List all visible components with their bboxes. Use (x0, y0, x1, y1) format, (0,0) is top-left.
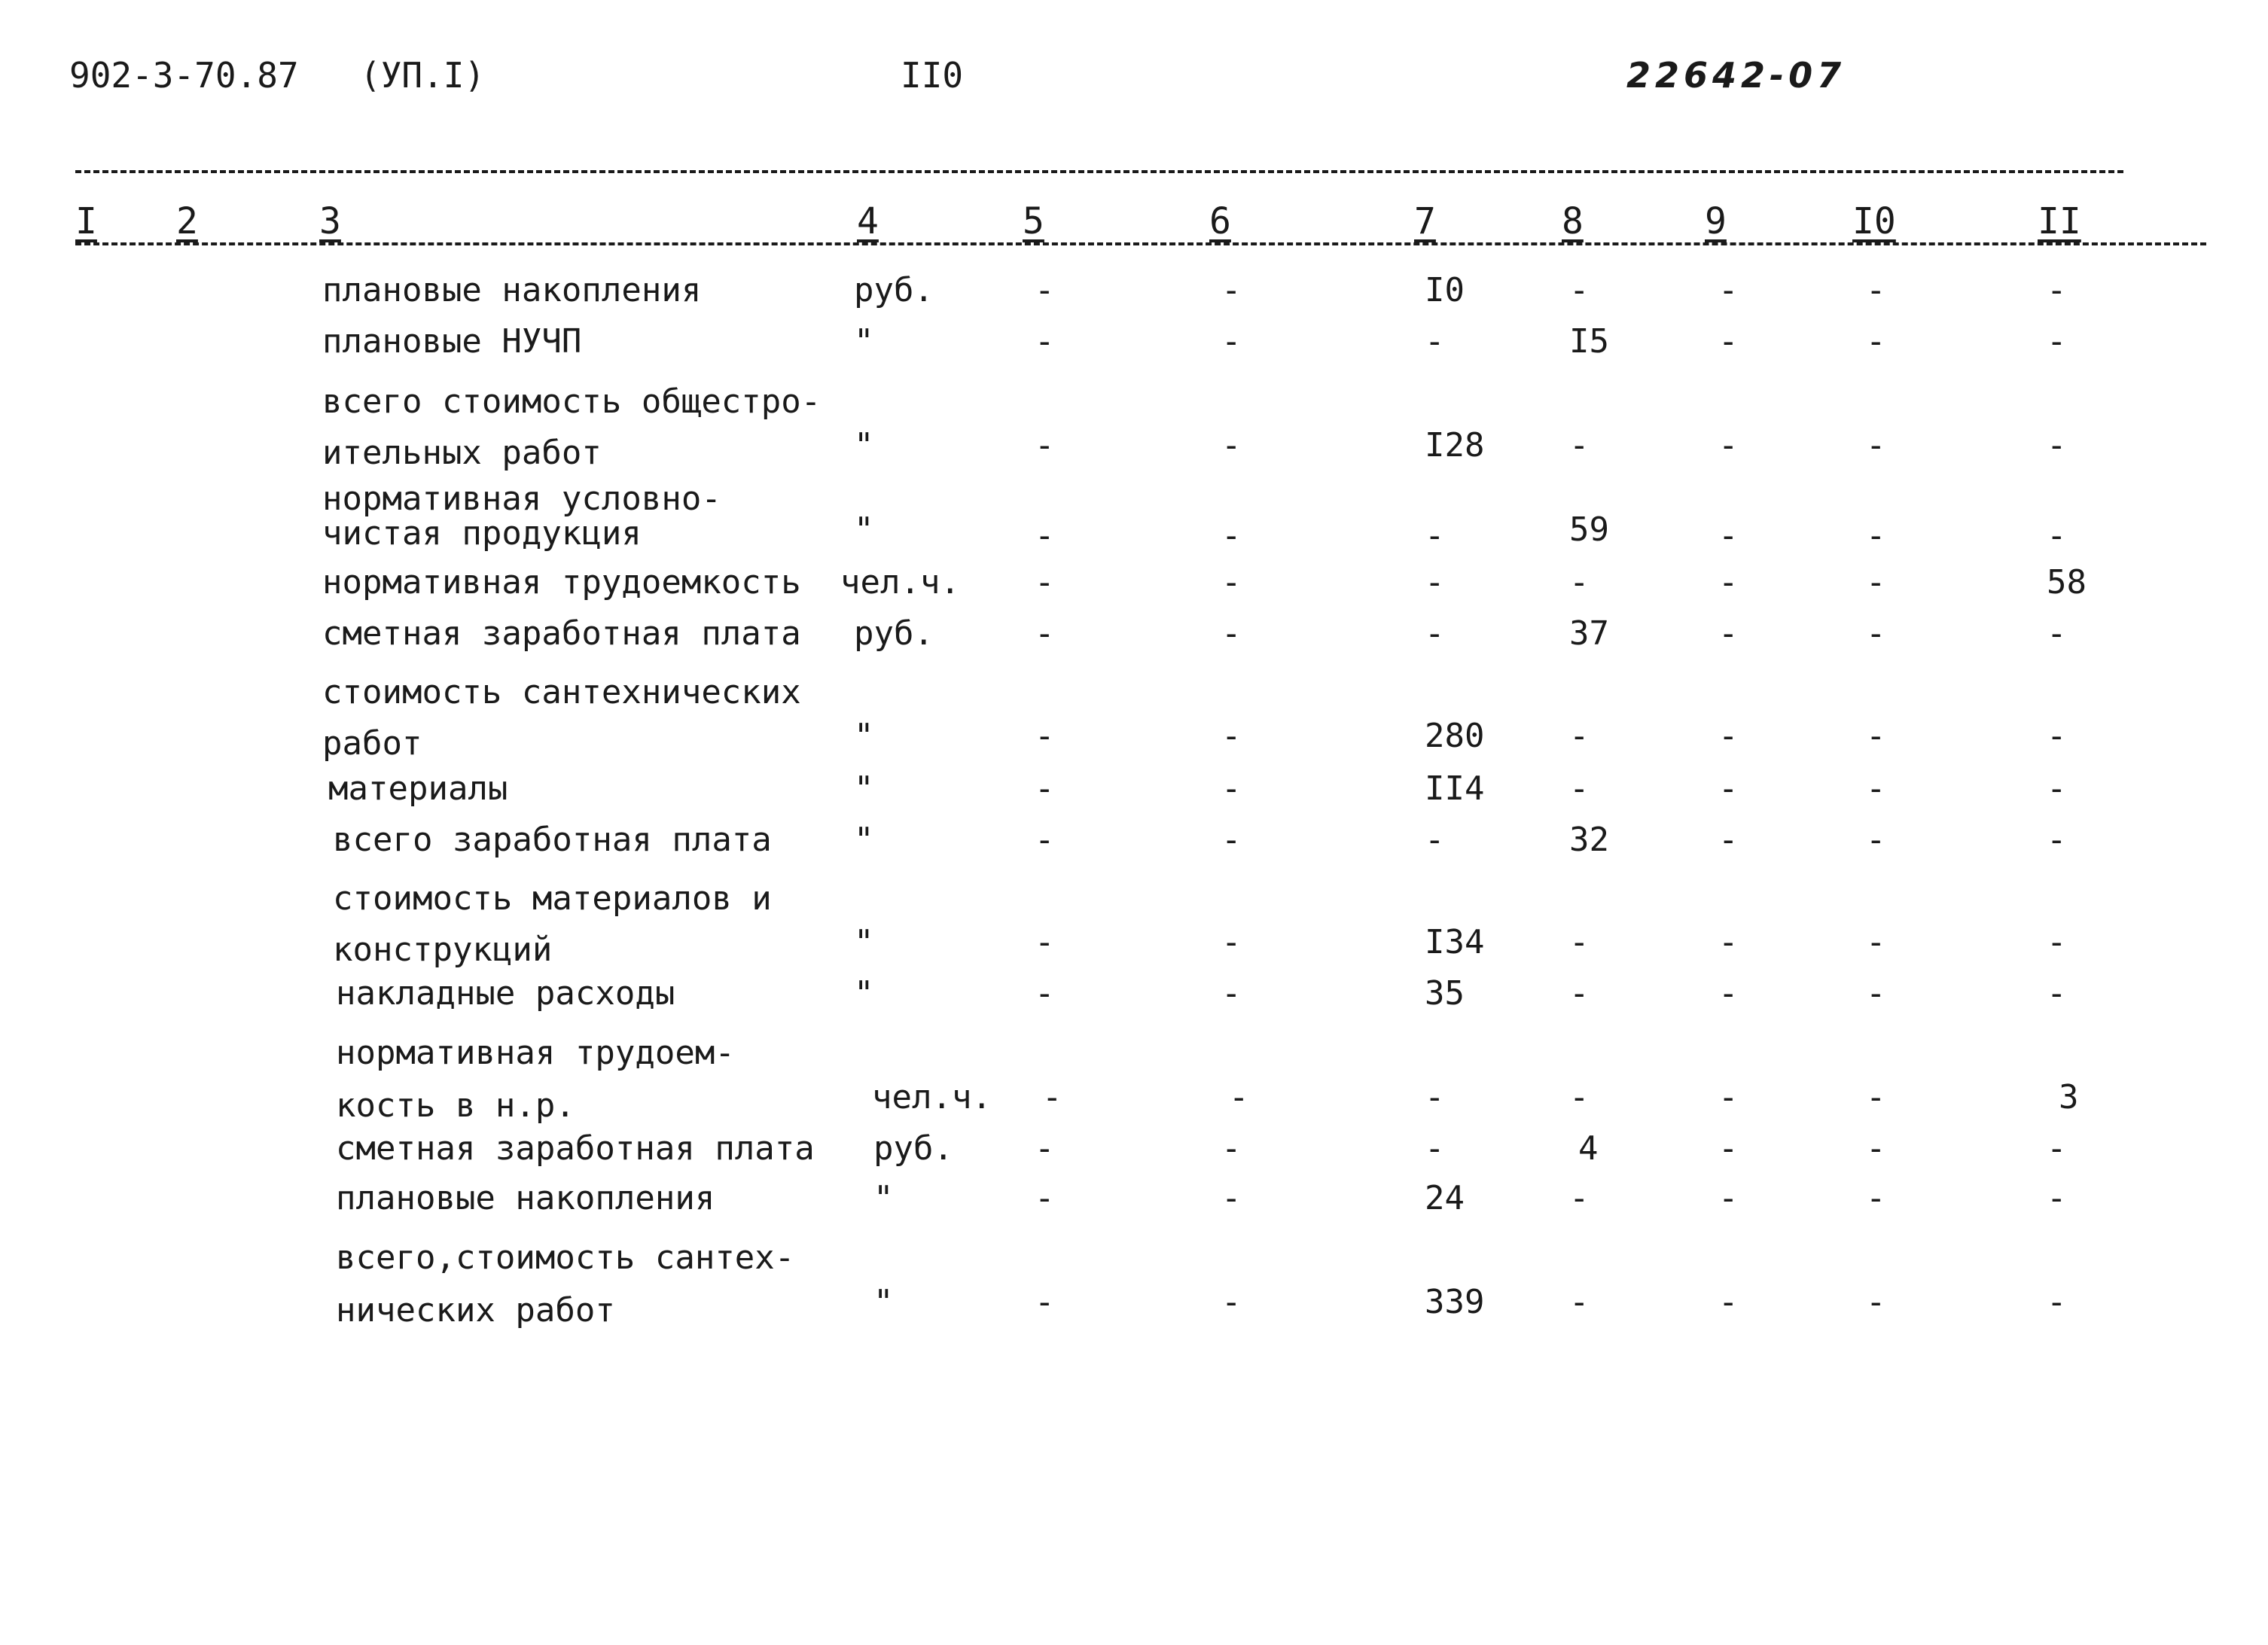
cell-col-5: - (1035, 322, 1055, 361)
cell-col-8: I5 (1569, 322, 1609, 361)
cell-col-11: - (2047, 614, 2067, 653)
column-number: 4 (857, 200, 879, 242)
cell-col-7: - (1425, 563, 1445, 602)
row-unit: чел.ч. (872, 1078, 992, 1116)
cell-col-7: 280 (1425, 717, 1485, 755)
cell-col-11: 3 (2059, 1078, 2079, 1116)
cell-col-9: - (1718, 923, 1739, 961)
cell-col-7: - (1425, 614, 1445, 653)
row-unit: " (854, 510, 874, 549)
cell-col-7: 35 (1425, 974, 1465, 1013)
cell-col-7: II4 (1425, 769, 1485, 808)
cell-col-10: - (1866, 614, 1886, 653)
cell-col-7: I0 (1425, 271, 1465, 309)
cell-col-7: - (1425, 322, 1445, 361)
column-number: II (2038, 200, 2081, 242)
cell-col-6: - (1221, 1179, 1242, 1217)
cell-col-11: - (2047, 322, 2067, 361)
cell-col-5: - (1035, 563, 1055, 602)
cell-col-5: - (1035, 1179, 1055, 1217)
document-code: 902-3-70.87 (69, 55, 299, 96)
row-description: плановые накопления (336, 1179, 715, 1217)
cell-col-7: 339 (1425, 1283, 1485, 1321)
cell-col-10: - (1866, 974, 1886, 1013)
column-number: I (75, 200, 97, 242)
cell-col-6: - (1221, 322, 1242, 361)
column-number: 5 (1023, 200, 1044, 242)
cell-col-10: - (1866, 1179, 1886, 1217)
cell-col-8: 4 (1578, 1129, 1599, 1168)
cell-col-10: - (1866, 821, 1886, 859)
row-description: всего,стоимость сантех- нических работ (336, 1238, 795, 1330)
cell-col-7: - (1425, 1129, 1445, 1168)
cell-col-5: - (1035, 974, 1055, 1013)
row-unit: " (854, 426, 874, 465)
cell-col-9: - (1718, 821, 1739, 859)
cell-col-10: - (1866, 1078, 1886, 1116)
row-unit: руб. (873, 1129, 953, 1168)
row-unit: " (854, 923, 874, 961)
column-number: 3 (319, 200, 341, 242)
row-description: плановые накопления (322, 271, 702, 309)
cell-col-11: - (2047, 769, 2067, 808)
cell-col-11: - (2047, 974, 2067, 1013)
cell-col-5: - (1035, 271, 1055, 309)
cell-col-10: - (1866, 1129, 1886, 1168)
cell-col-9: - (1718, 426, 1739, 465)
row-unit: руб. (854, 271, 934, 309)
cell-col-6: - (1221, 821, 1242, 859)
cell-col-8: 32 (1569, 821, 1609, 859)
cell-col-10: - (1866, 271, 1886, 309)
document-part: (УП.I) (360, 55, 486, 96)
cell-col-7: - (1425, 1078, 1445, 1116)
cell-col-5: - (1035, 426, 1055, 465)
cell-col-7: - (1425, 821, 1445, 859)
cell-col-5: - (1035, 1129, 1055, 1168)
cell-col-6: - (1221, 1129, 1242, 1168)
cell-col-8: 37 (1569, 614, 1609, 653)
cell-col-8: - (1569, 1078, 1590, 1116)
column-number: 9 (1705, 200, 1727, 242)
cell-col-5: - (1035, 769, 1055, 808)
cell-col-9: - (1718, 1283, 1739, 1321)
cell-col-6: - (1221, 974, 1242, 1013)
row-unit: " (854, 821, 874, 859)
cell-col-5: - (1035, 1283, 1055, 1321)
cell-col-6: - (1221, 1283, 1242, 1321)
cell-col-8: - (1569, 1179, 1590, 1217)
row-description: нормативная трудоемкость (322, 563, 801, 602)
column-number: 6 (1209, 200, 1231, 242)
cell-col-6: - (1221, 717, 1242, 755)
cell-col-11: - (2047, 271, 2067, 309)
row-unit: " (854, 769, 874, 808)
cell-col-6: - (1221, 271, 1242, 309)
cell-col-7: I28 (1425, 426, 1485, 465)
cell-col-10: - (1866, 322, 1886, 361)
cell-col-5: - (1035, 821, 1055, 859)
cell-col-8: - (1569, 974, 1590, 1013)
cell-col-6: - (1221, 923, 1242, 961)
row-unit: " (854, 974, 874, 1013)
cell-col-8: 59 (1569, 510, 1609, 549)
cell-col-11: - (2047, 1179, 2067, 1217)
row-description: накладные расходы (336, 974, 675, 1013)
cell-col-11: - (2047, 923, 2067, 961)
row-unit: " (873, 1179, 894, 1217)
row-unit: руб. (854, 614, 934, 653)
row-unit: " (854, 717, 874, 755)
cell-col-11: 58 (2047, 563, 2087, 602)
cell-col-5: - (1035, 717, 1055, 755)
cell-col-11: - (2047, 821, 2067, 859)
cell-col-9: - (1718, 322, 1739, 361)
cell-col-6: - (1221, 563, 1242, 602)
cell-col-5: - (1035, 923, 1055, 961)
cell-col-6: - (1221, 426, 1242, 465)
cell-col-11: - (2047, 516, 2067, 555)
cell-col-10: - (1866, 769, 1886, 808)
cell-col-7: - (1425, 516, 1445, 555)
cell-col-5: - (1035, 614, 1055, 653)
cell-col-11: - (2047, 1283, 2067, 1321)
cell-col-9: - (1718, 1129, 1739, 1168)
cell-col-8: - (1569, 923, 1590, 961)
cell-col-9: - (1718, 563, 1739, 602)
cell-col-9: - (1718, 614, 1739, 653)
row-description: всего стоимость общестро- ительных работ (322, 382, 822, 472)
cell-col-10: - (1866, 1283, 1886, 1321)
row-description: стоимость сантехнических работ (322, 673, 801, 763)
page-number: II0 (901, 55, 964, 96)
cell-col-8: - (1569, 1283, 1590, 1321)
cell-col-9: - (1718, 769, 1739, 808)
row-description: сметная заработная плата (336, 1129, 815, 1168)
cell-col-7: I34 (1425, 923, 1485, 961)
row-unit: " (854, 322, 874, 361)
cell-col-10: - (1866, 717, 1886, 755)
column-number: 8 (1562, 200, 1584, 242)
cell-col-9: - (1718, 974, 1739, 1013)
row-unit: " (873, 1283, 894, 1321)
cell-col-9: - (1718, 271, 1739, 309)
row-description: всего заработная плата (333, 821, 772, 859)
cell-col-11: - (2047, 426, 2067, 465)
cell-col-7: 24 (1425, 1179, 1465, 1217)
row-description: плановые НУЧП (322, 322, 582, 361)
cell-col-5: - (1035, 516, 1055, 555)
cell-col-9: - (1718, 1078, 1739, 1116)
cell-col-9: - (1718, 717, 1739, 755)
cell-col-11: - (2047, 717, 2067, 755)
cell-col-11: - (2047, 1129, 2067, 1168)
row-description: нормативная условно- чистая продукция (322, 480, 721, 553)
row-description: стоимость материалов и конструкций (333, 879, 772, 969)
cell-col-10: - (1866, 426, 1886, 465)
cell-col-9: - (1718, 1179, 1739, 1217)
row-unit: чел.ч. (840, 563, 960, 602)
cell-col-8: - (1569, 563, 1590, 602)
cell-col-6: - (1221, 516, 1242, 555)
cell-col-8: - (1569, 426, 1590, 465)
cell-col-10: - (1866, 516, 1886, 555)
column-number: 7 (1414, 200, 1436, 242)
row-description: материалы (328, 769, 508, 808)
row-description: сметная заработная плата (322, 614, 801, 653)
cell-col-10: - (1866, 563, 1886, 602)
cell-col-10: - (1866, 923, 1886, 961)
column-number: 2 (176, 200, 198, 242)
cell-col-6: - (1229, 1078, 1249, 1116)
row-description: нормативная трудоем- кость в н.р. (336, 1034, 735, 1125)
cell-col-8: - (1569, 717, 1590, 755)
cell-col-6: - (1221, 769, 1242, 808)
cell-col-6: - (1221, 614, 1242, 653)
column-number: I0 (1852, 200, 1896, 242)
cell-col-9: - (1718, 516, 1739, 555)
cell-col-8: - (1569, 271, 1590, 309)
cell-col-5: - (1042, 1078, 1062, 1116)
cell-col-8: - (1569, 769, 1590, 808)
handwritten-stamp: 22642-07 (1626, 55, 1846, 96)
